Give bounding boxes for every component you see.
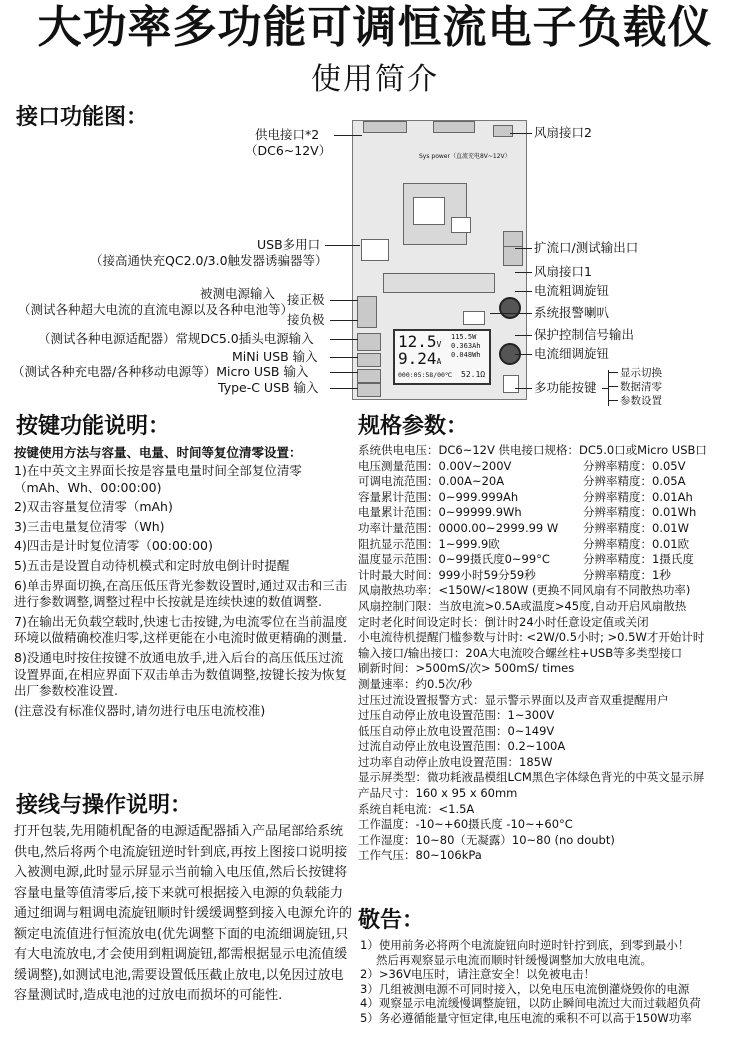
lcd-power: 115.5W [451, 333, 477, 341]
key-func-switch: 显示切换 [620, 367, 662, 379]
label-power-voltage: （DC6~12V） [245, 143, 332, 158]
fan-connector-2 [493, 125, 513, 137]
label-expansion: 扩流口/测试输出口 [534, 240, 639, 255]
label-fan1: 风扇接口1 [534, 264, 592, 279]
wiring-text: 打开包装,先用随机配备的电源适配器插入产品尾部给系统供电,然后将两个电流旋钮逆时针到底,再按上图接口说明接入被测电源,此时显示屏显示当前输入电压值,然后长按键将容量电量等值清零后,接下来就可根据接入电源的负载能力通过细调与粗调电流旋钮顺时针缓缓调整到接入电源允许的额定电流值进行恒流放电(优先调整下面的电流细调旋钮,只有大电流放电,才会使用到粗调旋钮,都需根据显示电流值缓缓调整),如测试电池,需要设置低压截止放电,以免因过放电容量测试时,造成电池的过放电而损坏的可能性. [14, 824, 353, 1003]
label-negative: 接负极 [287, 312, 325, 327]
lcd-time: 000:05:58/00℃ [398, 371, 453, 379]
spec-row: 风扇控制门限：当放电流>0.5A或温度>45度,自动开启风扇散热 [358, 598, 687, 613]
spec-row: 系统自耗电流：<1.5A [358, 801, 475, 816]
dc-jack [357, 333, 381, 351]
power-connector-2 [433, 121, 475, 133]
lcd-current-unit: A [436, 357, 442, 366]
wiring-heading: 接线与操作说明： [16, 793, 193, 818]
key-func-clear: 数据清零 [620, 381, 662, 393]
mosfet [413, 197, 445, 225]
label-positive: 接正极 [287, 292, 325, 307]
spec-row: 阻抗显示范围：1~999.9欧 分辨率精度：0.01欧 [358, 536, 690, 551]
label-micro-usb: （测试各种充电器/各种移动电源等）Micro USB 输入 [12, 364, 309, 379]
button-item: 6)单击界面切换,在高压低压背光参数设置时,通过双击和三击进行参数调整,调整过程中长按就是连续快速的数值调整. [14, 577, 348, 610]
button-item: 4)四击是计时复位清零（00:00:00) [14, 538, 213, 554]
usb-multi-port [361, 239, 389, 261]
label-dc-input: （测试各种电源适配器）常规DC5.0插头电源输入 [38, 331, 314, 346]
label-type-c: Type-C USB 输入 [218, 380, 319, 395]
label-buzzer: 系统报警喇叭 [534, 305, 610, 320]
label-usb-multi-note: （接高通快充QC2.0/3.0触发器诱骗器等） [90, 253, 328, 268]
notice-list [360, 938, 748, 1026]
label-power-port: 供电接口*2 [255, 127, 320, 142]
lcd-voltage-unit: V [436, 340, 442, 349]
type-c-port [357, 383, 381, 397]
mosfet-2 [451, 217, 471, 233]
expansion-port [503, 231, 523, 247]
label-fan2: 风扇接口2 [534, 125, 592, 140]
spec-row: 刷新时间：>500mS/次> 500mS/ times [358, 661, 575, 676]
notice-item: 2）>36V电压时，请注意安全！以免被电击！ [360, 967, 595, 982]
spec-row: 测量速率：约0.5次/秒 [358, 676, 473, 691]
button-item: 5)五击是设置自动待机模式和定时放电倒计时提醒 [14, 557, 290, 573]
button-item: 1)在中英文主界面长按是容量电量时间全部复位清零（mAh、Wh、00:00:00) [14, 463, 302, 495]
spec-row: 显示屏类型：微功耗液晶模组LCM黑色字体绿色背光的中英文显示屏 [358, 770, 705, 785]
page-title: 大功率多功能可调恒流电子负载仪 [37, 2, 713, 53]
spec-row: 产品尺寸：160 x 95 x 60mm [358, 786, 518, 801]
lcd-display [393, 329, 491, 385]
notice-item: 5）务必遵循能量守恒定律,电压电流的乘积不可以高于150W功率 [360, 1010, 692, 1025]
lcd-current: 9.24 [398, 349, 437, 368]
terminal-block [357, 296, 377, 328]
spec-row: 计时最大时间：999小时59分59秒 分辨率精度：1秒 [358, 567, 671, 582]
button-item: 2)双击容量复位清零（mAh) [14, 499, 173, 515]
multi-key [503, 375, 519, 393]
button-item: (注意没有标准仪器时,请勿进行电压电流校准) [14, 702, 266, 718]
mini-usb-port [357, 353, 381, 367]
board-sys-label: Sys power（直流充电8V~12V） [419, 153, 511, 160]
board-image [352, 120, 527, 400]
notice-item: 然后再观察显示电流而顺时针缓慢调整加大放电电流。 [376, 952, 652, 967]
spec-row: 小电流待机提醒门槛参数与计时: <2W/0.5小时; >0.5W才开始计时 [358, 630, 705, 645]
spec-row: 输入接口/输出接口：20A大电流咬合螺丝柱+USB等多类型接口 [358, 645, 683, 660]
spec-row: 系统供电电压：DC6~12V 供电接口规格：DC5.0口或Micro USB口 [358, 443, 707, 457]
lcd-resistance: 52.1Ω [461, 370, 486, 379]
spec-row: 功率计量范围：0000.00~2999.99 W 分辨率精度：0.01W [358, 520, 689, 535]
spec-row: 过流自动停止放电设置范围：0.2~100A [358, 739, 566, 754]
lcd-energy: 0.048Wh [451, 351, 481, 359]
label-mini-usb: MiNi USB 输入 [232, 349, 318, 364]
spec-row: 风扇散热功率：<150W/<180W (更换不同风扇有不同散热功率) [358, 583, 691, 598]
buttons-list [14, 463, 354, 722]
spec-row: 可调电流范围：0.00A~20A 分辨率精度：0.05A [358, 474, 686, 489]
buzzer [463, 311, 485, 325]
spec-row: 低压自动停止放电设置范围：0~149V [358, 723, 555, 738]
power-connector [363, 121, 407, 133]
notice-item: 1）使用前务必将两个电流旋钮向时逆时针拧到底，到零到最小！ [360, 938, 690, 952]
notice-item: 3）几组被测电源不可同时接入，以免电压电流倒灌烧毁你的电源 [360, 981, 690, 996]
spec-row: 电量累计范围：0~99999.9Wh 分辨率精度：0.01Wh [358, 505, 697, 520]
coarse-knob-icon [499, 297, 521, 319]
label-dut-input-note: （测试各种超大电流的直流电源以及各种电池等） [18, 302, 294, 317]
lcd-capacity: 0.363Ah [451, 342, 481, 350]
label-coarse-knob: 电流粗调旋钮 [534, 283, 610, 298]
label-multi-key: 多功能按键 [534, 380, 597, 395]
notice-item: 4）观察显示电流缓慢调整旋钮，以防止瞬间电流过大而过载超负荷 [360, 996, 701, 1011]
spec-row: 定时老化时间设定时长：倒计时24小时任意设定值或关闭 [358, 614, 649, 629]
key-func-setting: 参数设置 [620, 395, 662, 407]
buttons-heading: 按键功能说明： [16, 414, 171, 439]
lcd-voltage: 12.5 [398, 332, 437, 351]
label-dut-input: 被测电源输入 [200, 286, 276, 301]
spec-row: 电压测量范围：0.00V~200V 分辨率精度：0.05V [358, 458, 686, 473]
spec-row: 过压自动停止放电设置范围：1~300V [358, 708, 555, 723]
spec-table [358, 443, 750, 864]
micro-usb-port [357, 369, 381, 383]
spec-row: 容量累计范围：0~999.999Ah 分辨率精度：0.01Ah [358, 489, 693, 504]
spec-row: 温度显示范围：0~99摄氏度0~99°C 分辨率精度：1摄氏度 [358, 552, 694, 567]
interface-heading: 接口功能图： [16, 105, 149, 130]
spec-heading: 规格参数： [358, 414, 469, 439]
button-item: 7)在输出无负载空载时,快速七击按键,为电流零位在当前温度环境以做精确校准归零,这样更能在小电流时做更精确的测量. [14, 613, 348, 646]
board-label-strip [383, 273, 495, 293]
button-item: 3)三击电量复位清零（Wh) [14, 518, 165, 534]
spec-row: 工作气压：80~106kPa [358, 848, 482, 863]
spec-row: 过压过流设置报警方式：显示警示界面以及声音双重提醒用户 [358, 692, 669, 707]
notice-heading: 敬告： [358, 908, 425, 933]
label-protection: 保护控制信号输出 [534, 327, 635, 342]
page-subtitle: 使用简介 [311, 62, 439, 97]
button-item: 8)没通电时按住按键不放通电放手,进入后台的高压低压过流设置界面,在相应界面下双击单击为数值调整,按键长按为恢复出厂参数校准设置. [14, 649, 347, 699]
buttons-subheading: 按键使用方法与容量、电量、时间等复位清零设置： [14, 445, 302, 460]
fan-connector-1 [503, 246, 523, 266]
spec-row: 工作湿度：10~80（无凝露）10~80 (no doubt) [358, 832, 615, 847]
label-usb-multi: USB多用口 [257, 237, 321, 252]
spec-row: 过功率自动停止放电设置范围：185W [358, 754, 553, 769]
label-fine-knob: 电流细调旋钮 [534, 346, 610, 361]
spec-row: 工作温度：-10~+60摄氏度 -10~+60°C [358, 817, 573, 832]
